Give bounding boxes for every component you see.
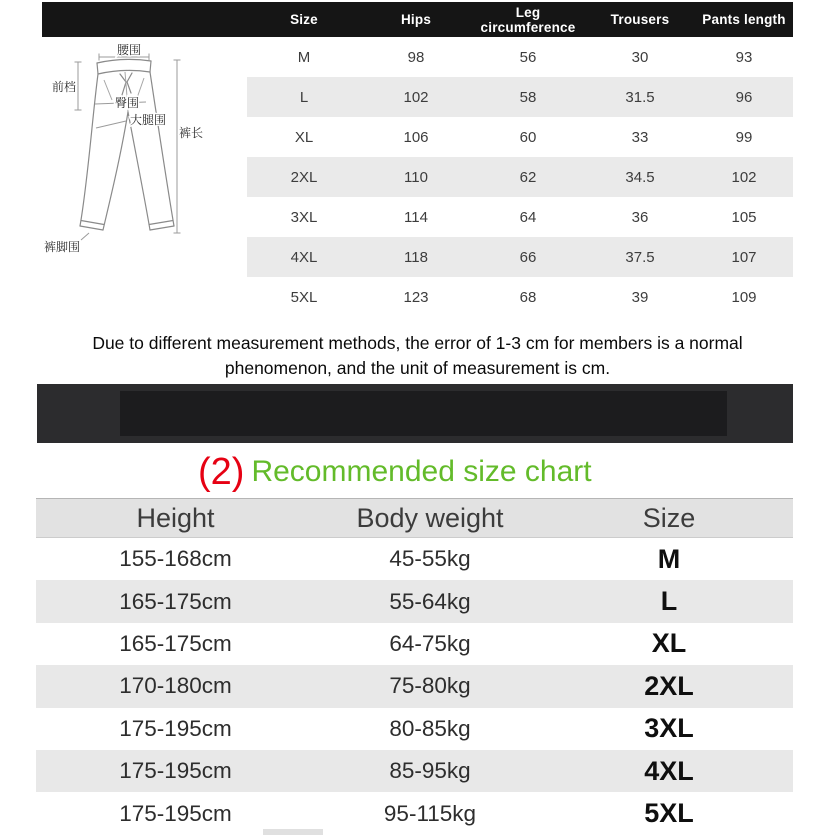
- size-label-cell: 4XL: [290, 248, 318, 266]
- size-label-cell: 5XL: [290, 288, 318, 306]
- value-cell: 60: [519, 128, 537, 146]
- hip-label: 臀围: [114, 96, 140, 110]
- value-cell: 80-85kg: [389, 715, 471, 741]
- table-row: [36, 792, 793, 834]
- value-cell: 58: [519, 88, 537, 106]
- value-cell: 95-115kg: [383, 800, 477, 826]
- table-row: [247, 77, 793, 117]
- value-cell: 30: [631, 48, 649, 66]
- recommended-size-table: [36, 498, 793, 835]
- thigh-label: 大腿围: [130, 113, 167, 127]
- table-row: [247, 197, 793, 237]
- leg-opening-label: 裤脚围: [44, 240, 81, 254]
- value-cell: 31.5: [625, 88, 655, 106]
- table-row: [36, 708, 793, 750]
- value-cell: 98: [407, 48, 425, 66]
- size-label-cell: M: [297, 48, 311, 66]
- value-cell: 107: [731, 248, 757, 266]
- column-header-hips: Hips: [400, 12, 432, 27]
- t2-body: [36, 538, 793, 835]
- value-cell: 62: [519, 168, 537, 186]
- pants-diagram: [30, 36, 210, 261]
- value-cell: 105: [731, 208, 757, 226]
- value-cell: 64: [519, 208, 537, 226]
- size-label-cell: XL: [651, 628, 687, 659]
- waist-label: 腰围: [116, 43, 142, 57]
- section-heading: [198, 448, 592, 496]
- value-cell: 99: [735, 128, 753, 146]
- table-row: [36, 623, 793, 665]
- value-cell: 110: [404, 168, 428, 186]
- size-label-cell: 2XL: [644, 670, 694, 701]
- value-cell: 66: [519, 248, 537, 266]
- note-line-2: phenomenon, and the unit of measurement is cm.: [224, 357, 611, 378]
- column-header-height: Height: [136, 502, 215, 533]
- heading-title: Recommended size chart: [251, 455, 592, 488]
- partial-row-fragment: [263, 829, 323, 835]
- table-row: [36, 665, 793, 707]
- size-label-cell: 3XL: [644, 713, 694, 744]
- value-cell: 175-195cm: [119, 758, 232, 784]
- recommended-table-header: [36, 498, 793, 538]
- value-cell: 175-195cm: [119, 715, 232, 741]
- value-cell: 56: [519, 48, 537, 66]
- value-cell: 37.5: [625, 248, 655, 266]
- table-row: [36, 580, 793, 622]
- size-label-cell: 3XL: [290, 208, 318, 226]
- value-cell: 96: [735, 88, 753, 106]
- t1-body: [247, 37, 793, 317]
- value-cell: 114: [404, 208, 428, 226]
- size-label-cell: XL: [294, 128, 314, 146]
- value-cell: 85-95kg: [389, 758, 471, 784]
- value-cell: 39: [631, 288, 649, 306]
- column-header-trousers: Trousers: [610, 12, 670, 27]
- measurement-table-header: [42, 2, 793, 37]
- value-cell: 93: [735, 48, 753, 66]
- size-label-cell: 2XL: [290, 168, 318, 186]
- measurement-note: [0, 331, 835, 380]
- size-label-cell: L: [299, 88, 309, 106]
- column-header-body-weight: Body weight: [356, 502, 504, 533]
- table-row: [247, 37, 793, 77]
- value-cell: 175-195cm: [119, 800, 232, 826]
- note-line-1: Due to different measurement methods, the error of 1-3 cm for members is a normal: [92, 333, 743, 353]
- value-cell: 170-180cm: [119, 673, 232, 699]
- value-cell: 33: [631, 128, 649, 146]
- value-cell: 36: [631, 208, 649, 226]
- size-label-cell: 4XL: [644, 755, 694, 786]
- table-row: [247, 237, 793, 277]
- table-row: [36, 750, 793, 792]
- value-cell: 55-64kg: [389, 588, 471, 614]
- value-cell: 34.5: [625, 168, 655, 186]
- value-cell: 106: [403, 128, 429, 146]
- column-header-size: Size: [642, 502, 696, 533]
- table-row: [247, 117, 793, 157]
- value-cell: 109: [731, 288, 757, 306]
- value-cell: 165-175cm: [119, 630, 232, 656]
- size-label-cell: L: [660, 586, 678, 617]
- table-row: [247, 277, 793, 317]
- value-cell: 64-75kg: [389, 630, 471, 656]
- value-cell: 45-55kg: [389, 546, 471, 572]
- dark-banner-inner: [120, 391, 727, 436]
- pants-length-label: 裤长: [179, 126, 204, 140]
- dark-banner: [37, 384, 793, 443]
- value-cell: 155-168cm: [119, 546, 232, 572]
- table-row: [36, 538, 793, 580]
- column-header-pants-length: Pants length: [702, 12, 786, 27]
- front-rise-label: 前档: [51, 80, 77, 94]
- size-label-cell: M: [657, 543, 681, 574]
- table-row: [247, 157, 793, 197]
- value-cell: 123: [403, 288, 429, 306]
- value-cell: 68: [519, 288, 537, 306]
- column-header-size: Size: [290, 12, 318, 27]
- value-cell: 75-80kg: [389, 673, 471, 699]
- column-header-leg-circumference: Leg circumference: [480, 4, 576, 35]
- value-cell: 102: [403, 88, 429, 106]
- value-cell: 118: [404, 248, 428, 266]
- value-cell: 102: [731, 168, 757, 186]
- heading-number: (2): [198, 450, 245, 493]
- value-cell: 165-175cm: [119, 588, 232, 614]
- size-label-cell: 5XL: [644, 798, 694, 829]
